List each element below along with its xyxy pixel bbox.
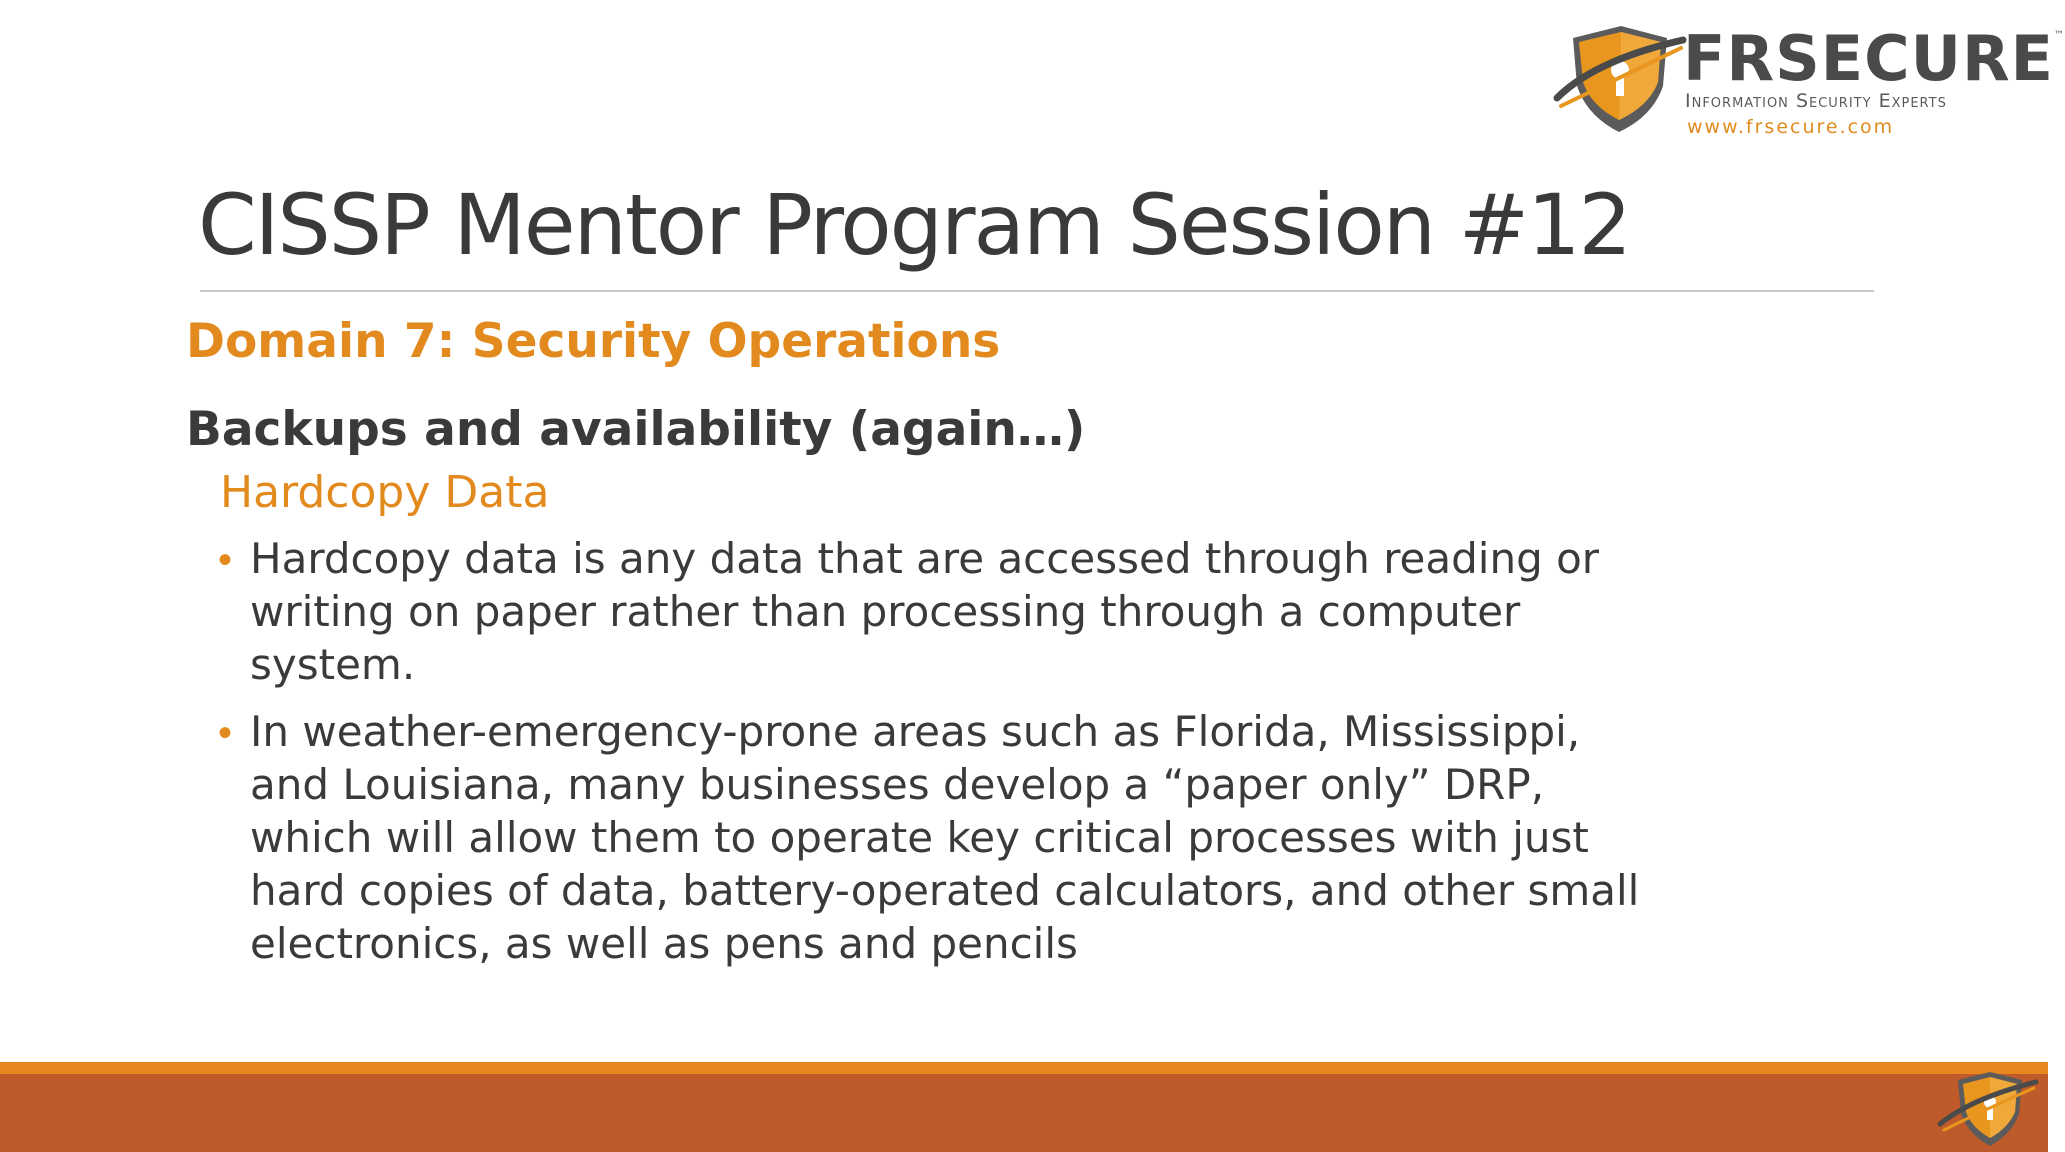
footer-bar [0,1074,2048,1152]
topic-heading: Backups and availability (again…) [186,402,1086,457]
bullet-list [218,532,1758,984]
brand-wordmark-secure: SECURE [1775,22,2055,95]
title-divider [200,290,1874,292]
bullet-line: writing on paper rather than processing through a computer [250,587,1521,636]
shield-logo-icon [1555,20,1685,138]
brand-wordmark-fr: FR [1683,22,1776,95]
brand-url: www.frsecure.com [1687,116,1895,138]
bullet-line: In weather-emergency-prone areas such as Florida, Mississippi, [250,707,1581,756]
bullet-line: and Louisiana, many businesses develop a “paper only” DRP, [250,760,1545,809]
bullet-dot-icon: • [218,711,233,755]
trademark-symbol: ™ [2054,30,2065,41]
bullet-line: hard copies of data, battery-operated calculators, and other small [250,866,1640,915]
bullet-line: which will allow them to operate key critical processes with just [250,813,1589,862]
footer-stripe [0,1062,2048,1074]
bullet-line: Hardcopy data is any data that are accessed through reading or [250,534,1600,583]
brand-tagline: Information Security Experts [1685,90,1947,112]
bullet-item [218,705,1758,970]
subtopic-heading: Hardcopy Data [220,467,550,518]
bullet-line: system. [250,640,416,689]
brand-wordmark [1683,22,2065,95]
bullet-line: electronics, as well as pens and pencils [250,919,1078,968]
footer-shield-icon [1936,1068,2040,1150]
slide-title: CISSP Mentor Program Session #12 [198,176,1630,274]
brand-logo [1555,18,2065,148]
bullet-dot-icon: • [218,538,233,582]
bullet-item [218,532,1758,691]
domain-heading: Domain 7: Security Operations [186,314,1001,369]
